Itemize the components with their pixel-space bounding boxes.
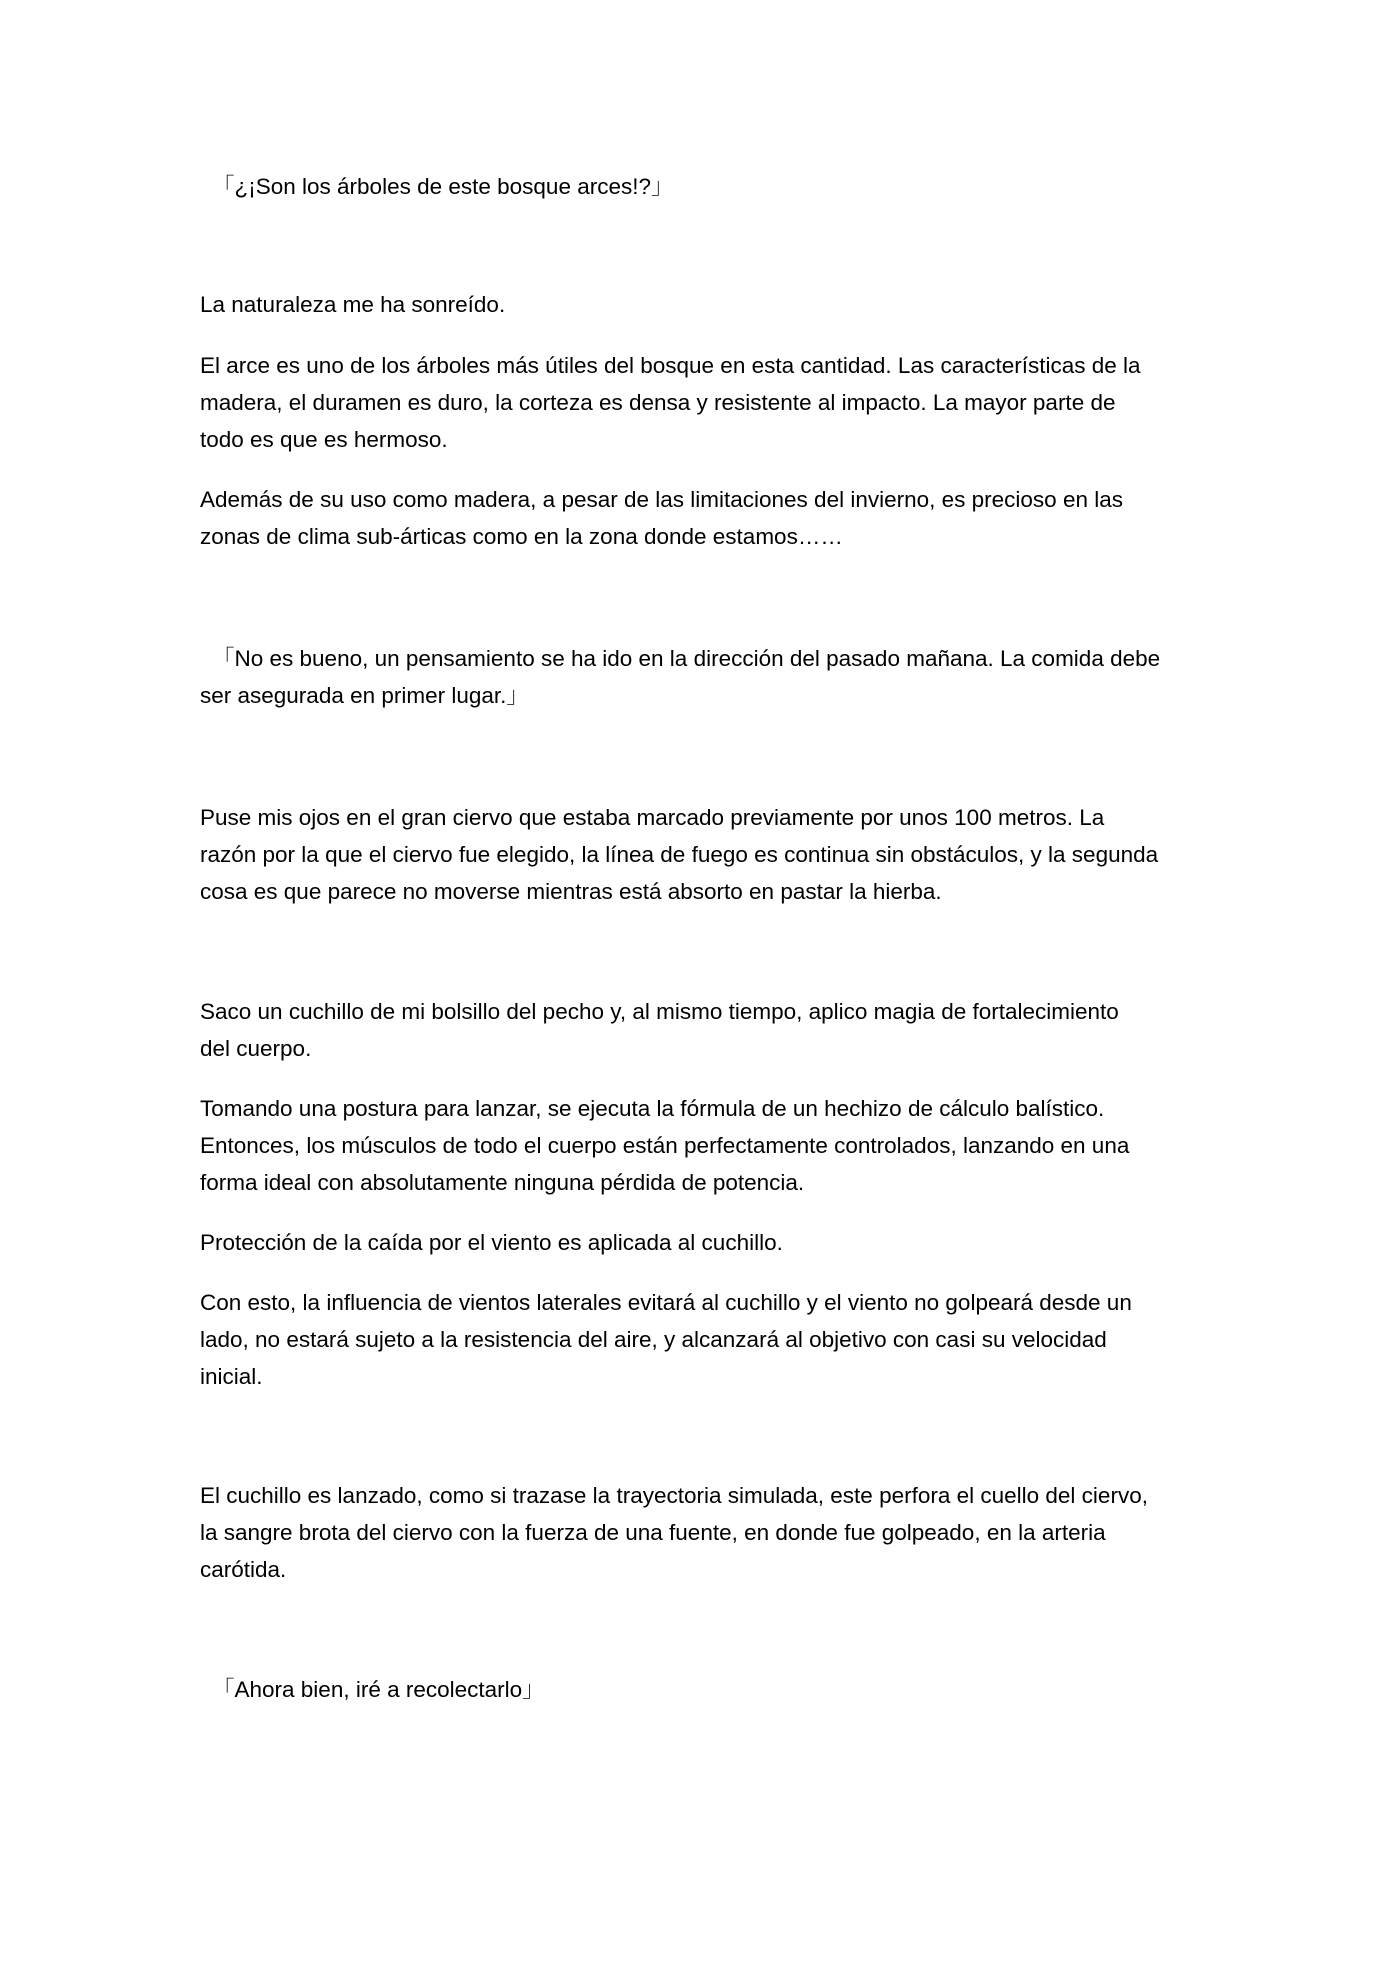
text-line: ser asegurada en primer lugar.」 — [200, 683, 529, 708]
text-line: zonas de clima sub-árticas como en la zona donde estamos…… — [200, 524, 843, 549]
paragraph-maple-climate — [200, 481, 1210, 555]
text-line: Con esto, la influencia de vientos laterales evitará al cuchillo y el viento no golpeará desde un — [200, 1290, 1132, 1315]
paragraph-crosswinds — [200, 1284, 1210, 1395]
text-line: Saco un cuchillo de mi bolsillo del pecho y, al mismo tiempo, aplico magia de fortalecimiento — [200, 999, 1119, 1024]
paragraph-throwing-stance — [200, 1090, 1210, 1201]
text-line: 「No es bueno, un pensamiento se ha ido en la dirección del pasado mañana. La comida debe — [212, 646, 1161, 671]
text-line: Puse mis ojos en el gran ciervo que estaba marcado previamente por unos 100 metros. La — [200, 805, 1105, 830]
text-line: El cuchillo es lanzado, como si trazase la trayectoria simulada, este perfora el cuello del ciervo, — [200, 1483, 1148, 1508]
paragraph-maple-uses — [200, 347, 1210, 458]
paragraph-dialogue-collect — [212, 1671, 1222, 1708]
text-line: 「¿¡Son los árboles de este bosque arces!?」 — [212, 174, 674, 199]
text-line: razón por la que el ciervo fue elegido, la línea de fuego es continua sin obstáculos, y la segunda — [200, 842, 1159, 867]
text-line: cosa es que parece no moverse mientras está absorto en pastar la hierba. — [200, 879, 942, 904]
text-line: inicial. — [200, 1364, 263, 1389]
text-line: Entonces, los músculos de todo el cuerpo están perfectamente controlados, lanzando en una — [200, 1133, 1130, 1158]
text-line: forma ideal con absolutamente ninguna pérdida de potencia. — [200, 1170, 805, 1195]
text-line: del cuerpo. — [200, 1036, 312, 1061]
text-line: carótida. — [200, 1557, 287, 1582]
text-line: la sangre brota del ciervo con la fuerza de una fuente, en donde fue golpeado, en la arteria — [200, 1520, 1106, 1545]
paragraph-dialogue-maples — [212, 168, 1222, 205]
text-line: Además de su uso como madera, a pesar de las limitaciones del invierno, es precioso en las — [200, 487, 1123, 512]
paragraph-knife-drawn — [200, 993, 1210, 1067]
paragraph-knife-thrown — [200, 1477, 1210, 1588]
paragraph-nature-smiled — [200, 286, 1210, 323]
text-line: todo es que es hermoso. — [200, 427, 448, 452]
text-line: La naturaleza me ha sonreído. — [200, 292, 506, 317]
text-line: lado, no estará sujeto a la resistencia del aire, y alcanzará al objetivo con casi su velocidad — [200, 1327, 1107, 1352]
paragraph-wind-protection — [200, 1224, 1210, 1261]
text-line: 「Ahora bien, iré a recolectarlo」 — [212, 1677, 545, 1702]
text-line: El arce es uno de los árboles más útiles del bosque en esta cantidad. Las características de la — [200, 353, 1141, 378]
text-line: madera, el duramen es duro, la corteza es densa y resistente al impacto. La mayor parte de — [200, 390, 1116, 415]
paragraph-dialogue-food — [200, 640, 1210, 714]
text-line: Protección de la caída por el viento es aplicada al cuchillo. — [200, 1230, 783, 1255]
text-line: Tomando una postura para lanzar, se ejecuta la fórmula de un hechizo de cálculo balístico. — [200, 1096, 1105, 1121]
paragraph-deer-target — [200, 799, 1210, 910]
